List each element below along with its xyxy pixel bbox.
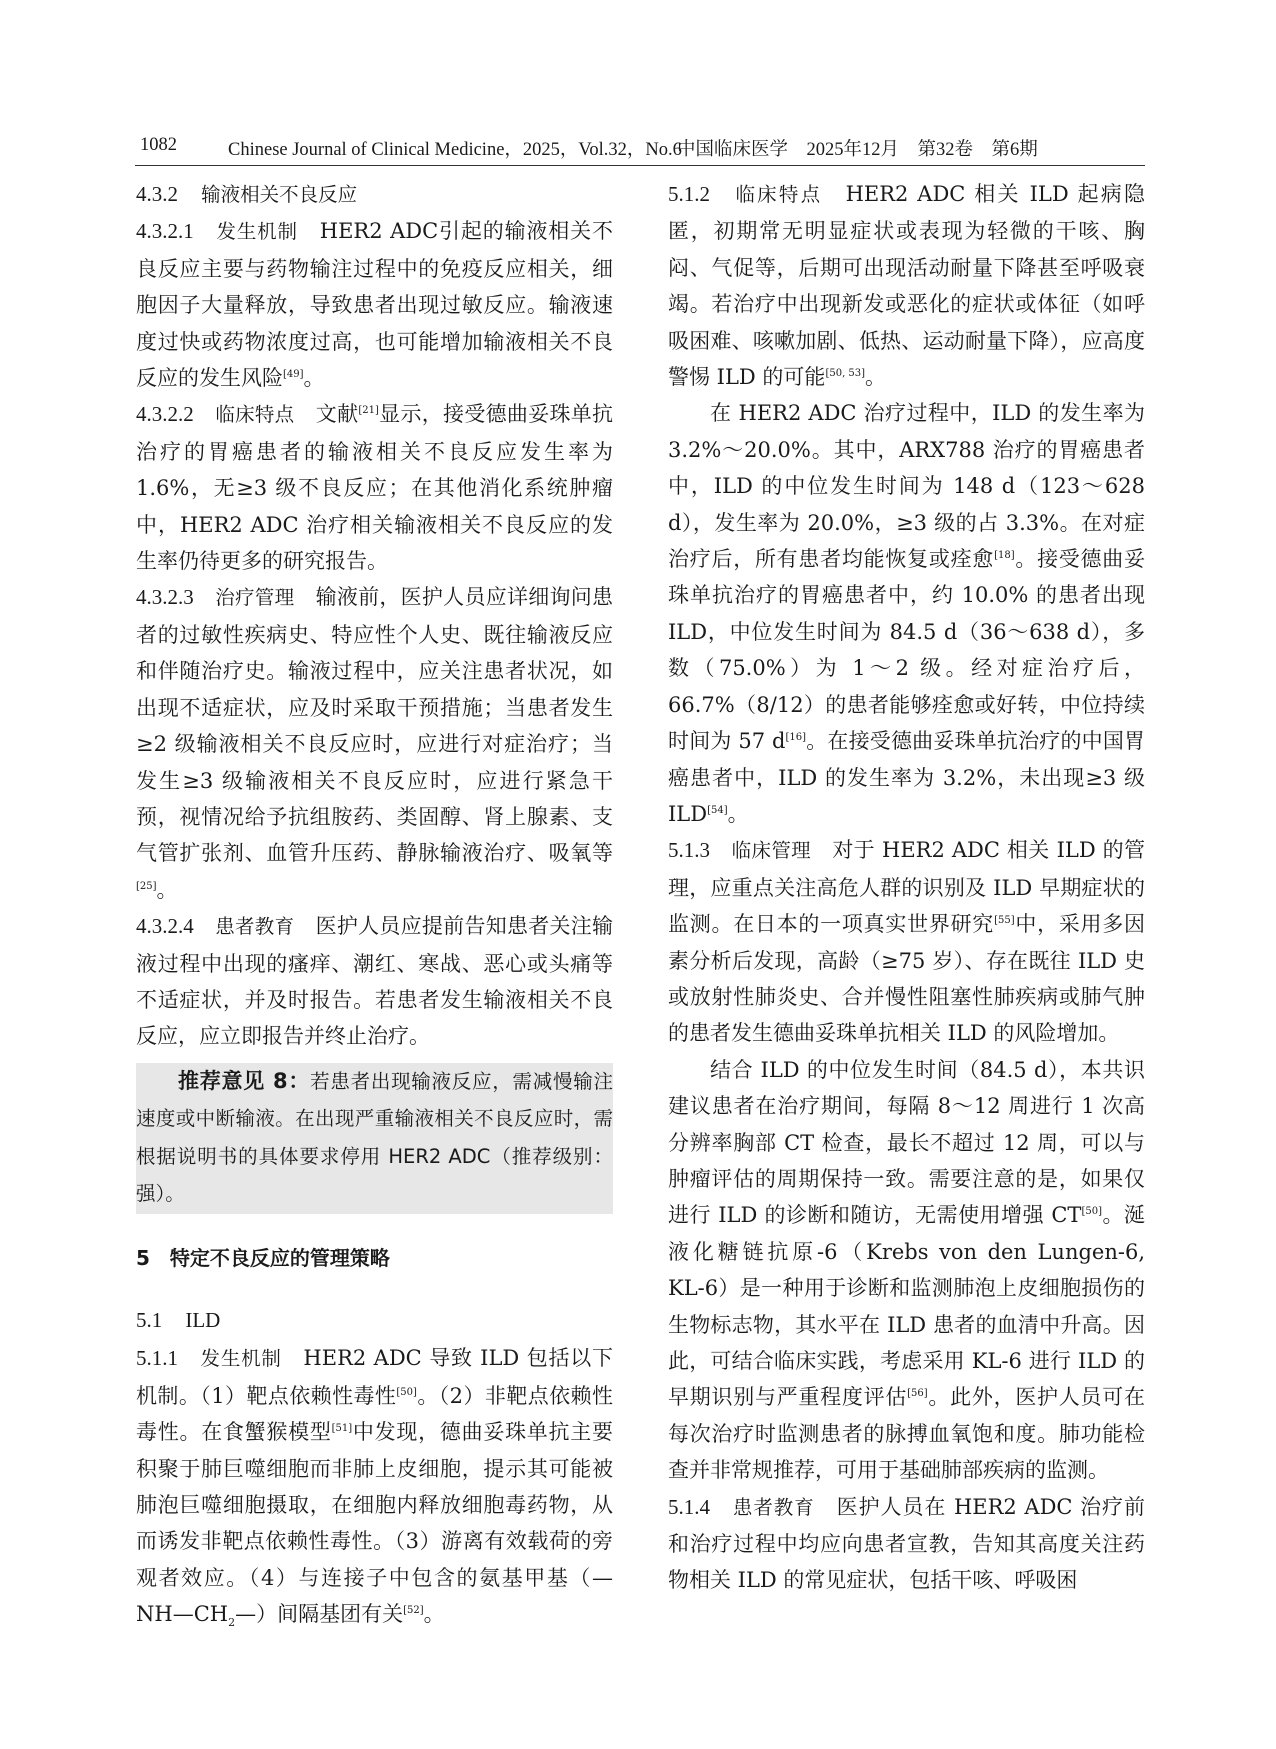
section-number: 4.3.2 <box>136 182 178 206</box>
body-text: 医护人员在 HER2 ADC 治疗前和治疗过程中均应向患者宣教，告知其高度关注药物相关 ILD 的常见症状，包括干咳、呼吸困 <box>668 1494 1145 1593</box>
section-number: 4.3.2.3 <box>136 585 194 610</box>
citation: [52] <box>403 1605 424 1617</box>
body-text: 中，采用多因素分析后发现，高龄（≥75 岁）、存在既往 ILD 史或放射性肺炎史、合并慢性阻塞性肺疾病或肺气肿的患者发生德曲妥珠单抗相关 ILD 的风险增加。 <box>668 912 1146 1046</box>
section-number: 5.1.2 <box>668 182 710 206</box>
citation: [51] <box>331 1423 353 1435</box>
section-number: 4.3.2.2 <box>136 402 194 427</box>
section-title: 临床特点 <box>215 403 295 427</box>
punct: 。 <box>156 877 178 902</box>
body-text: 对于 HER2 ADC 相关 ILD 的管理，应重点关注高危人群的识别及 ILD 早期症状的监测。在日本的一项真实世界研究 <box>668 838 1146 937</box>
citation: [50] <box>1081 1206 1102 1218</box>
journal-title-cn: 中国临床医学 2025年12月 第32卷 第6期 <box>677 140 1038 160</box>
section-number: 5.1.1 <box>136 1346 178 1371</box>
section-number: 5.1.3 <box>668 838 710 863</box>
body-text: 。此外，医护人员可在每次治疗时监测患者的脉搏血氧饱和度。肺功能检查并非常规推荐，可用于基础肺部疾病的监测。 <box>668 1385 1146 1483</box>
citation: [50, 53] <box>825 368 866 380</box>
section-title: 发生机制 <box>200 1347 282 1371</box>
page-header <box>135 135 1145 161</box>
journal-title-en: Chinese Journal of Clinical Medicine，2025，Vol.32，No.6 <box>228 140 682 160</box>
paragraph-4-3-2-4 <box>136 908 613 1055</box>
heading-5-1 <box>136 1302 613 1338</box>
citation: [16] <box>785 732 806 744</box>
paragraph-5-1-1 <box>136 1340 613 1632</box>
body-text: 。（2）非靶点依赖性毒性。在食蟹猴模型 <box>136 1383 613 1445</box>
punct: 。 <box>423 1602 445 1627</box>
paragraph-5-1-2 <box>668 176 1145 395</box>
paragraph-ild-incidence <box>668 395 1145 832</box>
section-title: ILD <box>185 1308 221 1333</box>
punct: 。 <box>727 801 749 826</box>
recommendation-box <box>136 1063 613 1215</box>
left-column <box>136 176 613 1633</box>
section-title: 输液相关不良反应 <box>201 183 358 206</box>
paragraph-5-1-3 <box>668 832 1145 1051</box>
citation: [49] <box>283 369 304 381</box>
body-text: 在 HER2 ADC 治疗过程中，ILD 的发生率为 3.2%～20.0%。其中，ARX788 治疗的胃癌患者中，ILD 的中位发生时间为 148 d（123～628 d），发生率为 20.0%，≥3 级的占 3.3%。在对症治疗后，所有患者均能恢复或痊愈 <box>668 401 1145 572</box>
punct: 。 <box>865 365 887 390</box>
section-title: 治疗管理 <box>215 586 295 610</box>
citation: [54] <box>707 804 728 816</box>
subscript: 2 <box>228 1616 236 1630</box>
paragraph-4-3-2-1 <box>136 213 613 396</box>
body-text: 结合 ILD 的中位发生时间（84.5 d），本共识建议患者在治疗期间，每隔 8～12 周进行 1 次高分辨率胸部 CT 检查，最长不超过 12 周，可以与肿瘤评估的周期保持一致。需要注意的是，如果仅进行 ILD 的诊断和随访，无需使用增强 CT <box>668 1057 1145 1228</box>
section-title: 临床管理 <box>731 839 811 863</box>
section-title: 患者教育 <box>215 915 295 939</box>
section-number: 5.1 <box>136 1308 163 1333</box>
paragraph-5-1-4 <box>668 1489 1145 1599</box>
paragraph-4-3-2-2 <box>136 396 613 579</box>
right-column <box>668 176 1145 1599</box>
page-number: 1082 <box>140 135 177 155</box>
heading-4-3-2 <box>136 176 613 213</box>
citation: [18] <box>994 550 1015 562</box>
body-text: 显示，接受德曲妥珠单抗治疗的胃癌患者的输液相关不良反应发生率为 1.6%，无≥3 级不良反应；在其他消化系统肿瘤中，HER2 ADC 治疗相关输液相关不良反应的发生率仍待更多的研究报告。 <box>136 402 614 574</box>
header-rule <box>135 165 1145 166</box>
body-text: 。涎液化糖链抗原-6（Krebs von den Lungen-6, KL-6）是一种用于诊断和监测肺泡上皮细胞损伤的生物标志物，其水平在 ILD 患者的血清中升高。因此，可结合临床实践，考虑采用 KL-6 进行 ILD 的早期识别与严重程度评估 <box>668 1203 1145 1410</box>
body-text: HER2 ADC 相关 ILD 起病隐匿，初期常无明显症状或表现为轻微的干咳、胸闷、气促等，后期可出现活动耐量下降甚至呼吸衰竭。若治疗中出现新发或恶化的症状或体征（如呼吸困难、咳嗽加剧、低热、运动耐量下降），应高度警惕 ILD 的可能 <box>668 182 1146 390</box>
body-text: HER2 ADC引起的输液相关不良反应主要与药物输注过程中的免疫反应相关，细胞因子大量释放，导致患者出现过敏反应。输液速度过快或药物浓度过高，也可能增加输液相关不良反应的发生风险 <box>136 219 614 391</box>
body-text: HER2 ADC 导致 ILD 包括以下机制。（1）靶点依赖性毒性 <box>136 1346 614 1408</box>
citation: [55] <box>994 915 1015 927</box>
section-number: 4.3.2.1 <box>136 219 194 244</box>
punct: 。 <box>303 366 325 391</box>
body-text: 医护人员应提前告知患者关注输液过程中出现的瘙痒、潮红、寒战、恶心或头痛等不适症状，并及时报告。若患者发生输液相关不良反应，应立即报告并终止治疗。 <box>136 914 614 1049</box>
body-text: 中发现，德曲妥珠单抗主要积聚于肺巨噬细胞而非肺上皮细胞，提示其可能被肺泡巨噬细胞摄取，在细胞内释放细胞毒药物，从而诱发非靶点依赖性毒性。（3）游离有效载荷的旁观者效应。（4）与连接子中包含的氨基甲基（—NH—CH <box>136 1420 614 1627</box>
section-number: 4.3.2.4 <box>136 914 194 939</box>
body-text: —）间隔基团有关 <box>235 1602 404 1627</box>
section-title: 发生机制 <box>216 220 298 244</box>
body-text: 。在接受德曲妥珠单抗治疗的中国胃癌患者中，ILD 的发生率为 3.2%，未出现≥3 级 ILD <box>668 729 1146 826</box>
citation: [25] <box>136 880 157 892</box>
body-text: 输液前，医护人员应详细询问患者的过敏性疾病史、特应性个人史、既往输液反应和伴随治疗史。输液过程中，应关注患者状况，如出现不适症状，应及时采取干预措施；当患者发生≥2 级输液相关不良反应时，应进行对症治疗；当发生≥3 级输液相关不良反应时，应进行紧急干预，视情况给予抗组胺药、类固醇、肾上腺素、支气管扩张剂、血管升压药、静脉输液治疗、吸氧等 <box>136 585 614 866</box>
citation: [50] <box>396 1386 417 1398</box>
citation: [21] <box>358 405 379 417</box>
body-text: 文献 <box>315 402 359 427</box>
recommendation-label: 推荐意见 8： <box>178 1068 311 1093</box>
section-number: 5.1.4 <box>668 1494 710 1519</box>
section-5-heading: 5 特定不良反应的管理策略 <box>136 1246 390 1271</box>
section-title: 患者教育 <box>732 1495 815 1519</box>
section-title: 临床特点 <box>735 183 823 206</box>
body-text: 。接受德曲妥珠单抗治疗的胃癌患者中，约 10.0% 的患者出现 ILD，中位发生时间为 84.5 d（36～638 d），多数（75.0%）为 1～2 级。经对症治疗后，66.7%（8/12）的患者能够痊愈或好转，中位持续时间为 57 d <box>668 547 1146 754</box>
citation: [56] <box>907 1388 928 1400</box>
paragraph-4-3-2-3 <box>136 579 613 908</box>
recommendation-text: 若患者出现输液反应，需减慢输注速度或中断输液。在出现严重输液相关不良反应时，需根据说明书的具体要求停用 HER2 ADC（推荐级别：强）。 <box>136 1069 613 1205</box>
paragraph-ild-monitoring <box>668 1052 1145 1489</box>
